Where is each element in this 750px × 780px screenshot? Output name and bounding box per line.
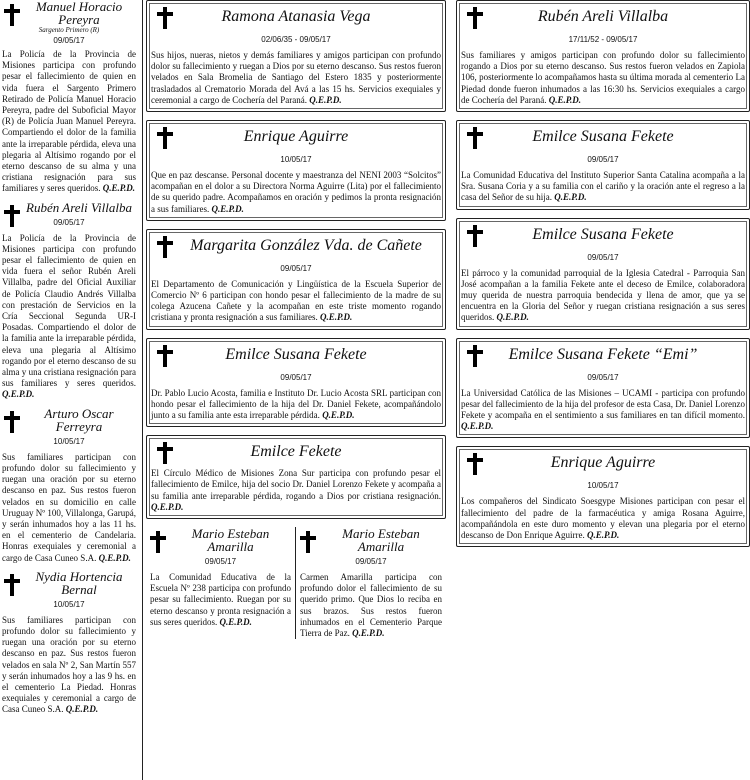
deceased-name: Mario Esteban Amarilla xyxy=(342,526,420,555)
notice-pair xyxy=(146,527,446,639)
notice-text: Sus familiares y amigos participan con profundo dolor su fallecimiento rogando a Dios por su eterno descanso. Sus restos fueron velados en Zapiola 106, posteriormente lo acompañamos hasta su última morada al cementerio La Piedad donde fueron inhumados a las 16:30 hs. Servicios exequiales a cargo de Cochería del Paraná. xyxy=(461,50,745,105)
qepd: Q.E.P.D. xyxy=(586,530,620,541)
notice-date: 09/05/17 xyxy=(53,36,85,45)
cross-icon xyxy=(467,127,483,149)
notice-box xyxy=(146,338,446,428)
qepd: Q.E.P.D. xyxy=(548,94,582,105)
notice-date: 17/11/52 - 09/05/17 xyxy=(568,35,638,44)
deceased-rank: Sargento Primero (R) xyxy=(38,26,100,34)
cross-icon xyxy=(150,531,166,553)
qepd: Q.E.P.D. xyxy=(2,389,35,400)
qepd: Q.E.P.D. xyxy=(496,312,529,323)
cross-icon xyxy=(4,574,20,596)
deceased-name: Rubén Areli Villalba xyxy=(26,199,132,215)
deceased-name: Enrique Aguirre xyxy=(550,454,656,472)
notice-date: 09/05/17 xyxy=(355,557,387,567)
notice-box xyxy=(456,446,750,547)
notice-text: El párroco y la comunidad parroquial de la Iglesia Catedral - Parroquia San José acompañan a la familia Fekete ante el deceso de Emilce, colaboradora muy querida de nuestra parroquia bendecida y llena de amor, que ya se encuentra en la Gloria del Señor y ruegan cristiana resignación a sus seres queridos. xyxy=(461,267,745,323)
notice-box xyxy=(146,0,446,112)
cross-icon xyxy=(157,236,173,258)
column-divider xyxy=(142,0,143,780)
right-column xyxy=(456,0,750,555)
notice-box xyxy=(146,120,446,221)
notice-text: La Policía de la Provincia de Misiones participa con profundo pesar el fallecimiento de quien en vida fuera el Sargento Primero Retirado de Policía Manuel Horacio Pereyra, padre del Suboficial Mayor (R) de Policía Juan Manuel Pereyra. Compartiendo el dolor de la familia ante la irreparable pérdida, eleva una plegaria al Altísimo rogando por el eterno descanso de su alma y una cristiana resignación para sus familiares y seres queridos. xyxy=(2,49,136,194)
notice-text: Sus hijos, nueras, nietos y demás familiares y amigos participan con profundo dolor su fallecimiento y ruegan a Dios por su eterno descanso. Sus restos fueron velados en Sala Bromelia de Santiago del Estero 1835 y posteriormente trasladados al Crematorio Morada del Avá a las 15 hs. Servicios exequiales y ceremonial a cargo de Cochería del Paraná. xyxy=(151,50,441,105)
qepd: Q.E.P.D. xyxy=(98,552,131,563)
qepd: Q.E.P.D. xyxy=(65,704,99,715)
qepd: Q.E.P.D. xyxy=(211,203,244,214)
notice xyxy=(0,201,138,407)
notice-text: La Universidad Católica de las Misiones – UCAMI - participa con profundo pesar del fallecimiento de la hija del profesor de esta Casa, Dr. Daniel Lorenzo Fekete y acompaña en el sentimiento a sus familiares en tan difícil momento. xyxy=(461,387,745,421)
notice-text: Que en paz descanse. Personal docente y maestranza del NENI 2003 “Solcitos” acompañan en el dolor a su Directora Norma Aguirre (Lita) por el fallecimiento de su querido padre. Acompañamos en oración y pedimos la pronta resignación a sus familiares. xyxy=(151,170,441,214)
deceased-name: Emilce Susana Fekete “Emi” xyxy=(508,345,698,363)
notice-date: 10/05/17 xyxy=(53,599,85,609)
deceased-name: Manuel Horacio Pereyra xyxy=(35,0,123,27)
deceased-name: Mario Esteban Amarilla xyxy=(191,526,270,555)
notice xyxy=(146,527,296,639)
notice-text: Sus familiares participan con profundo dolor su fallecimiento y ruegan una oración por su eterno descanso en paz. Sus restos fueron velados en sala Nº 2, San Martín 557 y serán inhumados hoy a las 9 hs. en el cementerio La Piedad. Honras exequiales y ceremonial a cargo de Casa Cuneo S.A. xyxy=(2,614,136,715)
cross-icon xyxy=(4,205,20,227)
notice-date: 09/05/17 xyxy=(280,263,312,273)
cross-icon xyxy=(157,345,173,367)
notice xyxy=(296,527,446,639)
cross-icon xyxy=(467,225,483,247)
notice-box xyxy=(146,229,446,330)
deceased-name: Emilce Susana Fekete xyxy=(225,345,367,363)
cross-icon xyxy=(157,442,173,464)
cross-icon xyxy=(4,411,20,433)
notice-text: El Círculo Médico de Misiones Zona Sur participa con profundo pesar el fallecimiento de Emilce, hija del socio Dr. Daniel Lorenzo Fekete y acompaña a su familia ante irreparable pérdida, rogando a Dios por cristiana resignación. xyxy=(151,468,441,501)
notice-date: 09/05/17 xyxy=(53,217,85,227)
deceased-name: Arturo Oscar Ferreyra xyxy=(44,405,114,434)
notice-date: 10/05/17 xyxy=(280,155,312,165)
qepd: Q.E.P.D. xyxy=(151,501,184,512)
qepd: Q.E.P.D. xyxy=(554,192,587,203)
notice-text: La Policía de la Provincia de Misiones participa con profundo pesar el fallecimiento de quien en vida fuera el señor Rubén Areli Villalba, padre del Oficial Auxiliar de Policía Claudio Andrés Villalba con prestación de Servicios en la Cría Seccional Segunda UR-I Posadas. Compartiendo el dolor de la familia ante la irreparable pérdida, eleva una plegaria al Altísimo rogando por el eterno descanso de su alma y una cristiana resignación para sus familiares y seres queridos. xyxy=(2,232,136,389)
deceased-name: Emilce Susana Fekete xyxy=(532,225,674,243)
middle-column xyxy=(146,0,446,639)
cross-icon xyxy=(157,7,173,29)
notice-text: La Comunidad Educativa del Instituto Superior Santa Catalina acompaña a la Sra. Susana Coria y a su familia con el cariño y la oración ante el regreso a la casa del Señor de su hija. xyxy=(461,170,745,203)
notice-date: 09/05/17 xyxy=(280,372,312,382)
qepd: Q.E.P.D. xyxy=(322,410,355,421)
deceased-name: Emilce Susana Fekete xyxy=(532,128,674,146)
left-column xyxy=(0,0,138,722)
notice-text: La Comunidad Educativa de la Escuela Nº 238 participa con profundo pesar su fallecimiento. Ruegan por su eterno descanso y pronta resignación a sus seres queridos. xyxy=(150,572,291,627)
notice-date: 09/05/17 xyxy=(587,155,619,165)
notice xyxy=(0,570,138,722)
notice-text: El Departamento de Comunicación y Lingüística de la Escuela Superior de Comercio Nº 6 participan con hondo pesar el fallecimiento de la madre de su colega Azucena Cañete y la acompañan en este triste momento rogando cristiana y pronta resignación a sus familiares. xyxy=(151,278,441,323)
deceased-name: Enrique Aguirre xyxy=(243,128,349,146)
notice-box xyxy=(456,218,750,330)
notice-text: Los compañeros del Sindicato Soesgype Misiones participan con pesar el fallecimiento del padre de la farmacéutica y amiga Rosana Aguirre, acompañándola en este duro momento y elevan una plegaria por el eterno descanso de Don Enrique Aguirre. xyxy=(461,496,745,541)
notice-box xyxy=(146,435,446,519)
notice-date: 09/05/17 xyxy=(587,372,619,382)
cross-icon xyxy=(467,453,483,475)
deceased-name: Margarita González Vda. de Cañete xyxy=(190,236,422,254)
qepd: Q.E.P.D. xyxy=(219,616,252,627)
notice-text: Sus familiares participan con profundo dolor su fallecimiento y ruegan una oración por su eterno descanso en paz. Sus restos fueron velados en su domicilio en calle Uruguay Nº 100, Villalonga, Garupá, y serán inhumados hoy a las 11 hs. en el cementerio de Candelaria. Honras exequiales y ceremonial a cargo de Casa Cuneo S.A. xyxy=(2,451,136,563)
notice-box xyxy=(456,338,750,439)
notice-date: 09/05/17 xyxy=(587,252,619,262)
cross-icon xyxy=(4,4,20,26)
notice-box xyxy=(456,0,750,112)
deceased-name: Emilce Fekete xyxy=(250,443,342,461)
notice-date: 02/06/35 - 09/05/17 xyxy=(261,35,331,44)
cross-icon xyxy=(467,7,483,29)
cross-icon xyxy=(300,531,316,553)
notice xyxy=(0,0,138,201)
cross-icon xyxy=(157,127,173,149)
notice xyxy=(0,407,138,570)
notice-date: 09/05/17 xyxy=(204,557,237,567)
deceased-name: Rubén Areli Villalba xyxy=(537,8,669,25)
notice-text: Carmen Amarilla participa con profundo dolor el fallecimiento de su querido primo. Que Dios lo reciba en sus brazos. Sus restos fueron inhumados en el Cementerio Parque Tierra de Paz. xyxy=(300,572,442,639)
deceased-name: Nydia Hortencia Bernal xyxy=(35,568,123,597)
notice-date: 10/05/17 xyxy=(53,436,85,446)
qepd: Q.E.P.D. xyxy=(102,183,136,194)
notice-box xyxy=(456,120,750,210)
cross-icon xyxy=(467,345,483,367)
notice-text: Dr. Pablo Lucio Acosta, familia e Instituto Dr. Lucio Acosta SRL participan con hondo pesar el fallecimiento de la hija del Dr. Daniel Fekete, acompañándolo junto a su familia ante esta irreparable pérdida. xyxy=(151,387,441,421)
notice-date: 10/05/17 xyxy=(587,481,619,491)
qepd: Q.E.P.D. xyxy=(352,628,385,639)
qepd: Q.E.P.D. xyxy=(461,421,494,432)
qepd: Q.E.P.D. xyxy=(319,312,353,323)
qepd: Q.E.P.D. xyxy=(309,94,342,105)
deceased-name: Ramona Atanasia Vega xyxy=(221,8,371,25)
